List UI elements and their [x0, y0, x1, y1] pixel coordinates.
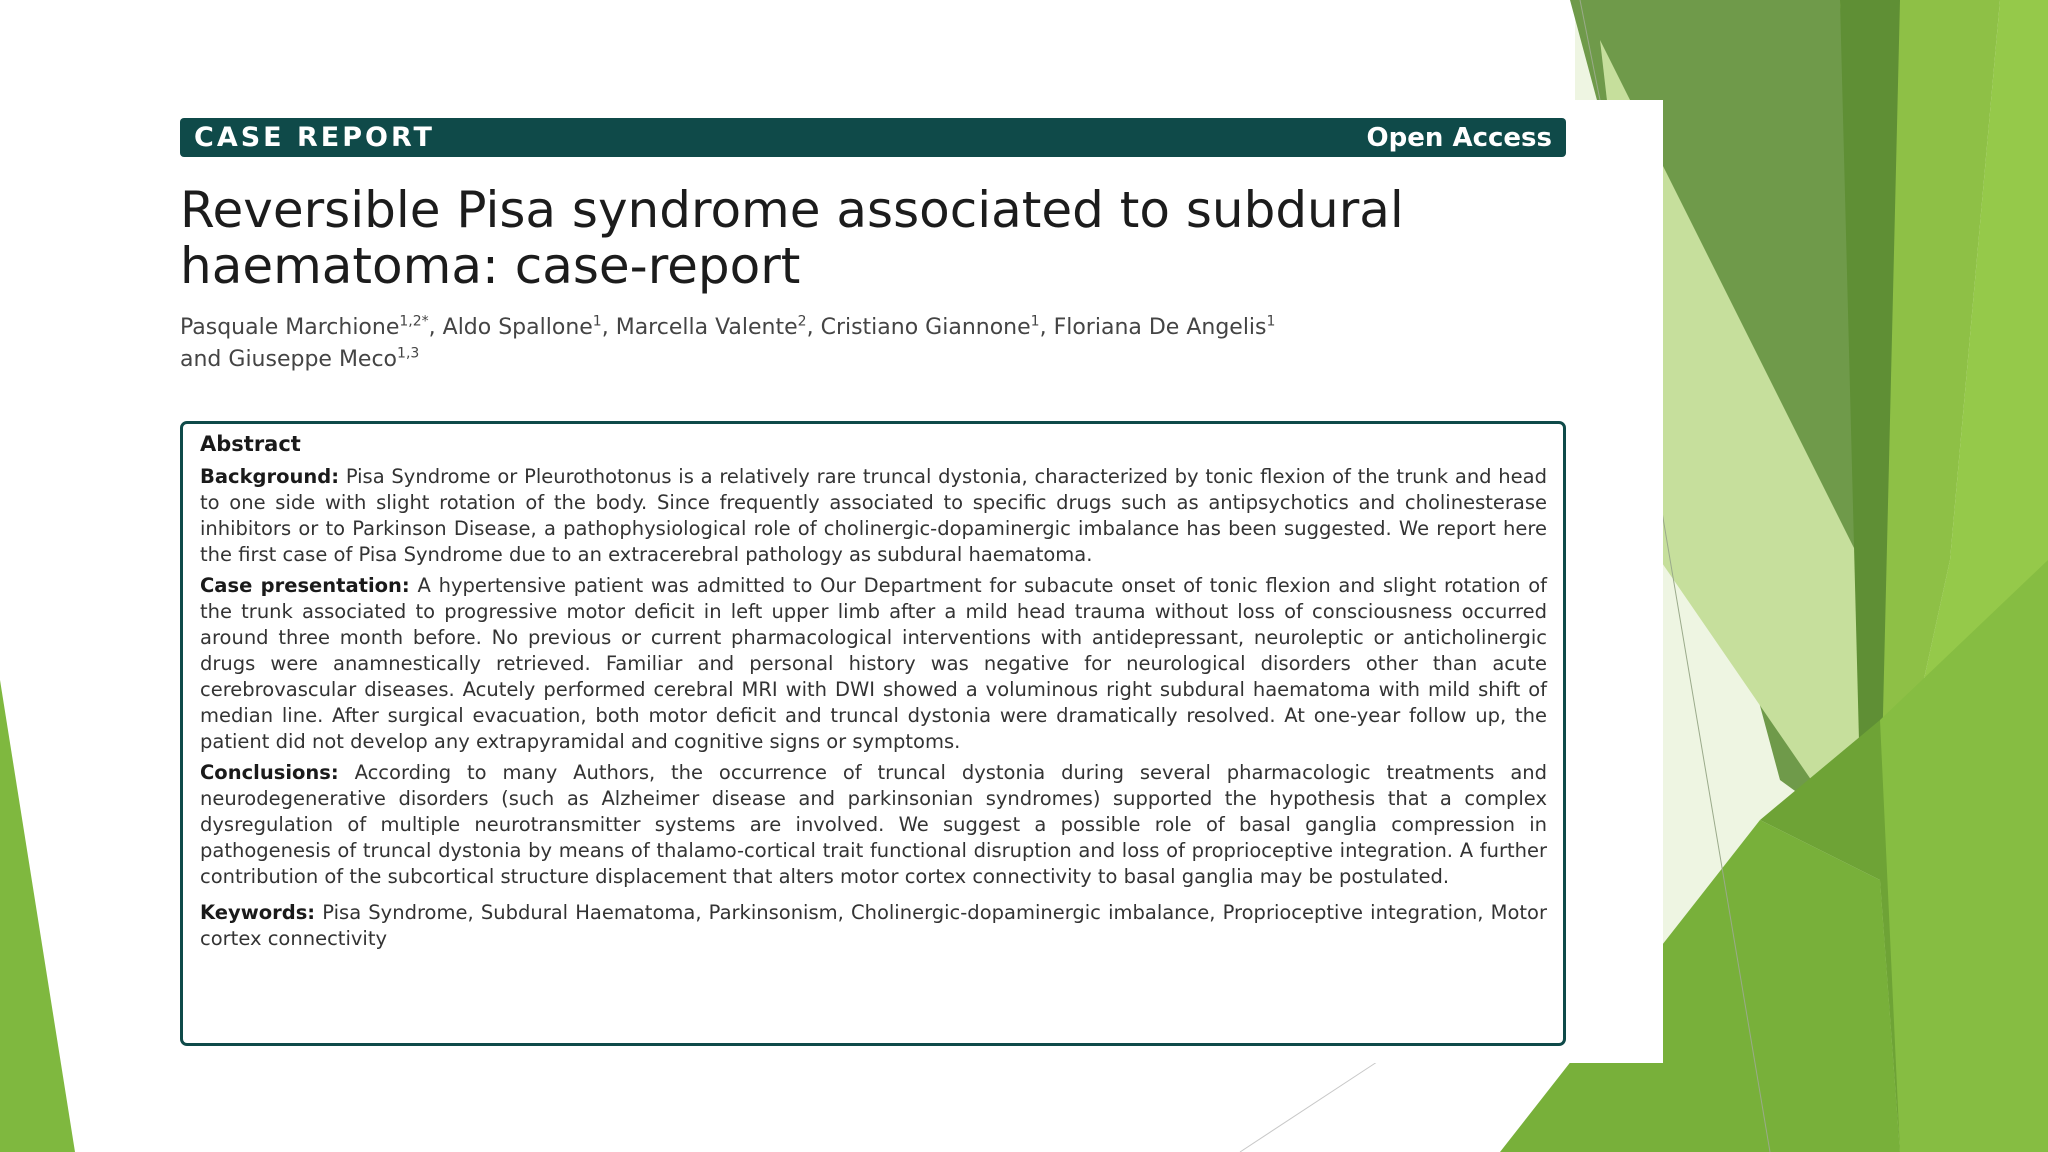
author-separator: , [806, 315, 821, 340]
author-affiliation: 1 [1266, 313, 1276, 330]
author-separator-and: and [180, 347, 229, 372]
conclusions-text: According to many Authors, the occurrence of truncal dystonia during several pharmacologic treatments and neurodegenerative disorders (such as Alzheimer disease and parkinsonian syndromes) supported the hypothesis that a complex dysregulation of multiple neurotransmitter systems are involved. We suggest a possible role of basal ganglia compression in pathogenesis of truncal dystonia by means of thalamo-cortical trait functional disruption and loss of proprioceptive integration. A further contribution of the subcortical structure displacement that alters motor cortex connectivity to basal ganglia may be postulated. [200, 761, 1548, 888]
keywords-text: Pisa Syndrome, Subdural Haematoma, Parkinsonism, Cholinergic-dopaminergic imbalance, Proprioceptive integration, Motor cortex connectivity [200, 901, 1547, 950]
abstract-box [180, 421, 1566, 1046]
author-affiliation: 1,3 [397, 345, 420, 362]
keywords-label: Keywords: [200, 901, 316, 924]
abstract-keywords [200, 900, 1547, 952]
author-affiliation: 1 [1030, 313, 1040, 330]
author-name: Pasquale Marchione [180, 315, 400, 340]
case-report-banner [180, 118, 1566, 157]
abstract-heading: Abstract [200, 432, 301, 456]
author-list [180, 312, 1480, 376]
author-affiliation: 1 [592, 313, 602, 330]
author-separator: , [601, 315, 616, 340]
case-presentation-label: Case presentation: [200, 574, 410, 597]
background-label: Background: [200, 465, 340, 488]
conclusions-label: Conclusions: [200, 761, 339, 784]
author-name: Floriana De Angelis [1053, 315, 1267, 340]
abstract-case-presentation [200, 573, 1547, 755]
author-affiliation: 1,2* [399, 313, 429, 330]
case-presentation-text: A hypertensive patient was admitted to Our Department for subacute onset of tonic flexion and slight rotation of the trunk associated to progressive motor deficit in left upper limb after a mild head trauma without loss of consciousness occurred around three month before. No previous or current pharmacological interventions with antidepressant, neuroleptic or anticholinergic drugs were anamnestically retrieved. Familiar and personal history was negative for neurological disorders other than acute cerebrovascular diseases. Acutely performed cerebral MRI with DWI showed a voluminous right subdural haematoma with mild shift of median line. After surgical evacuation, both motor deficit and truncal dystonia were dramatically resolved. At one-year follow up, the patient did not develop any extrapyramidal and cognitive signs or symptoms. [200, 574, 1548, 753]
author-name: Cristiano Giannone [820, 315, 1031, 340]
author-name: Marcella Valente [615, 315, 798, 340]
author-separator: , [1039, 315, 1054, 340]
abstract-conclusions [200, 760, 1547, 890]
author-name: Aldo Spallone [442, 315, 593, 340]
open-access-label: Open Access [1366, 122, 1552, 153]
author-name: Giuseppe Meco [228, 347, 398, 372]
author-affiliation: 2 [797, 313, 807, 330]
paper-title: Reversible Pisa syndrome associated to subdural haematoma: case-report [180, 181, 1404, 295]
abstract-background [200, 464, 1547, 568]
article-type-label: CASE REPORT [194, 122, 435, 153]
background-text: Pisa Syndrome or Pleurothotonus is a relatively rare truncal dystonia, characterized by tonic flexion of the trunk and head to one side with slight rotation of the body. Since frequently associated to specific drugs such as antipsychotics and cholinesterase inhibitors or to Parkinson Disease, a pathophysiological role of cholinergic-dopaminergic imbalance has been suggested. We report here the first case of Pisa Syndrome due to an extracerebral pathology as subdural haematoma. [200, 465, 1547, 566]
author-separator: , [428, 315, 443, 340]
